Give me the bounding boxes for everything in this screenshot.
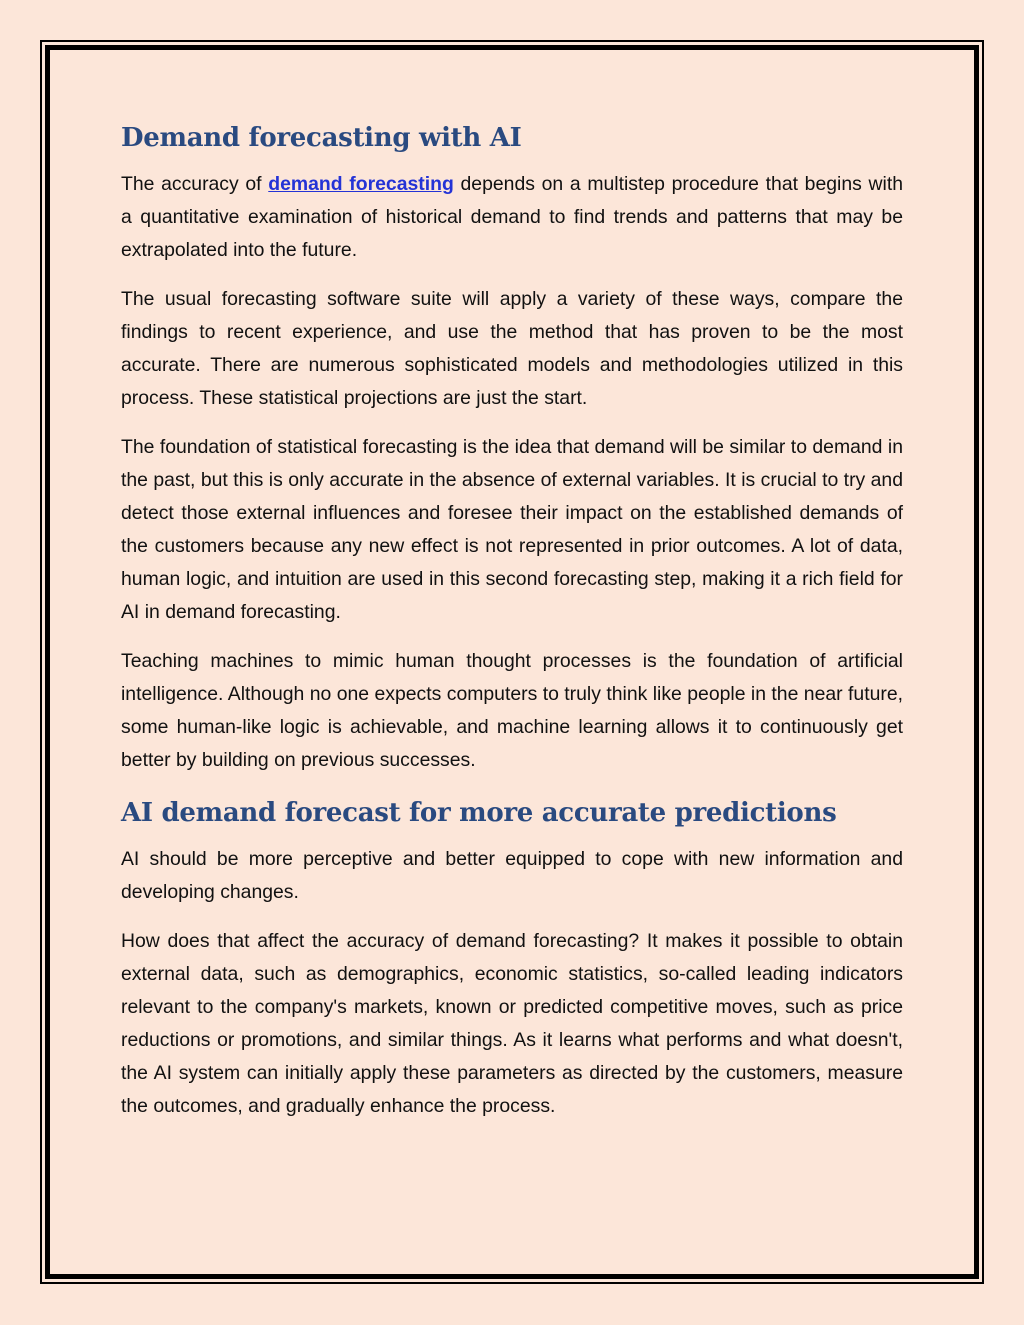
section-heading-demand-forecasting: Demand forecasting with AI — [121, 123, 522, 153]
demand-forecasting-link[interactable]: demand forecasting — [268, 173, 454, 195]
paragraph-ai-perceptive: AI should be more perceptive and better equipped to cope with new information and developing changes. — [121, 848, 903, 903]
paragraph-statistical-forecasting: The foundation of statistical forecasting is the idea that demand will be similar to demand in the past, but this is only accurate in the absence of external variables. It is crucial to try and detect those external influences and foresee their impact on the established demands of the customers because any new effect is not represented in prior outcomes. A lot of data, human logic, and intuition are used in this second forecasting step, making it a rich field for AI in demand forecasting. — [121, 436, 903, 623]
paragraph-software-suite: The usual forecasting software suite will apply a variety of these ways, compare the findings to recent experience, and use the method that has proven to be the most accurate. There are numerous sophisticated models and methodologies utilized in this process. These statistical projections are just the start. — [121, 288, 903, 409]
document-content — [121, 118, 903, 1139]
paragraph-artificial-intelligence: Teaching machines to mimic human thought processes is the foundation of artificial intelligence. Although no one expects computers to truly think like people in the near future, some human-like logic is achievable, and machine learning allows it to continuously get better by building on previous successes. — [121, 650, 903, 771]
paragraph-intro-lead: The accuracy of — [121, 173, 269, 195]
section-heading-accurate-predictions: AI demand forecast for more accurate predictions — [121, 798, 837, 828]
paragraph-intro — [121, 168, 903, 267]
paragraph-intro-rest: depends on a multistep procedure that begins with a quantitative examination of historical demand to find trends and patterns that may be extrapolated into the future. — [121, 173, 903, 261]
paragraph-forecast-accuracy: How does that affect the accuracy of demand forecasting? It makes it possible to obtain external data, such as demographics, economic statistics, so-called leading indicators relevant to the company's markets, known or predicted competitive moves, such as price reductions or promotions, and similar things. As it learns what performs and what doesn't, the AI system can initially apply these parameters as directed by the customers, measure the outcomes, and gradually enhance the process. — [121, 930, 903, 1117]
